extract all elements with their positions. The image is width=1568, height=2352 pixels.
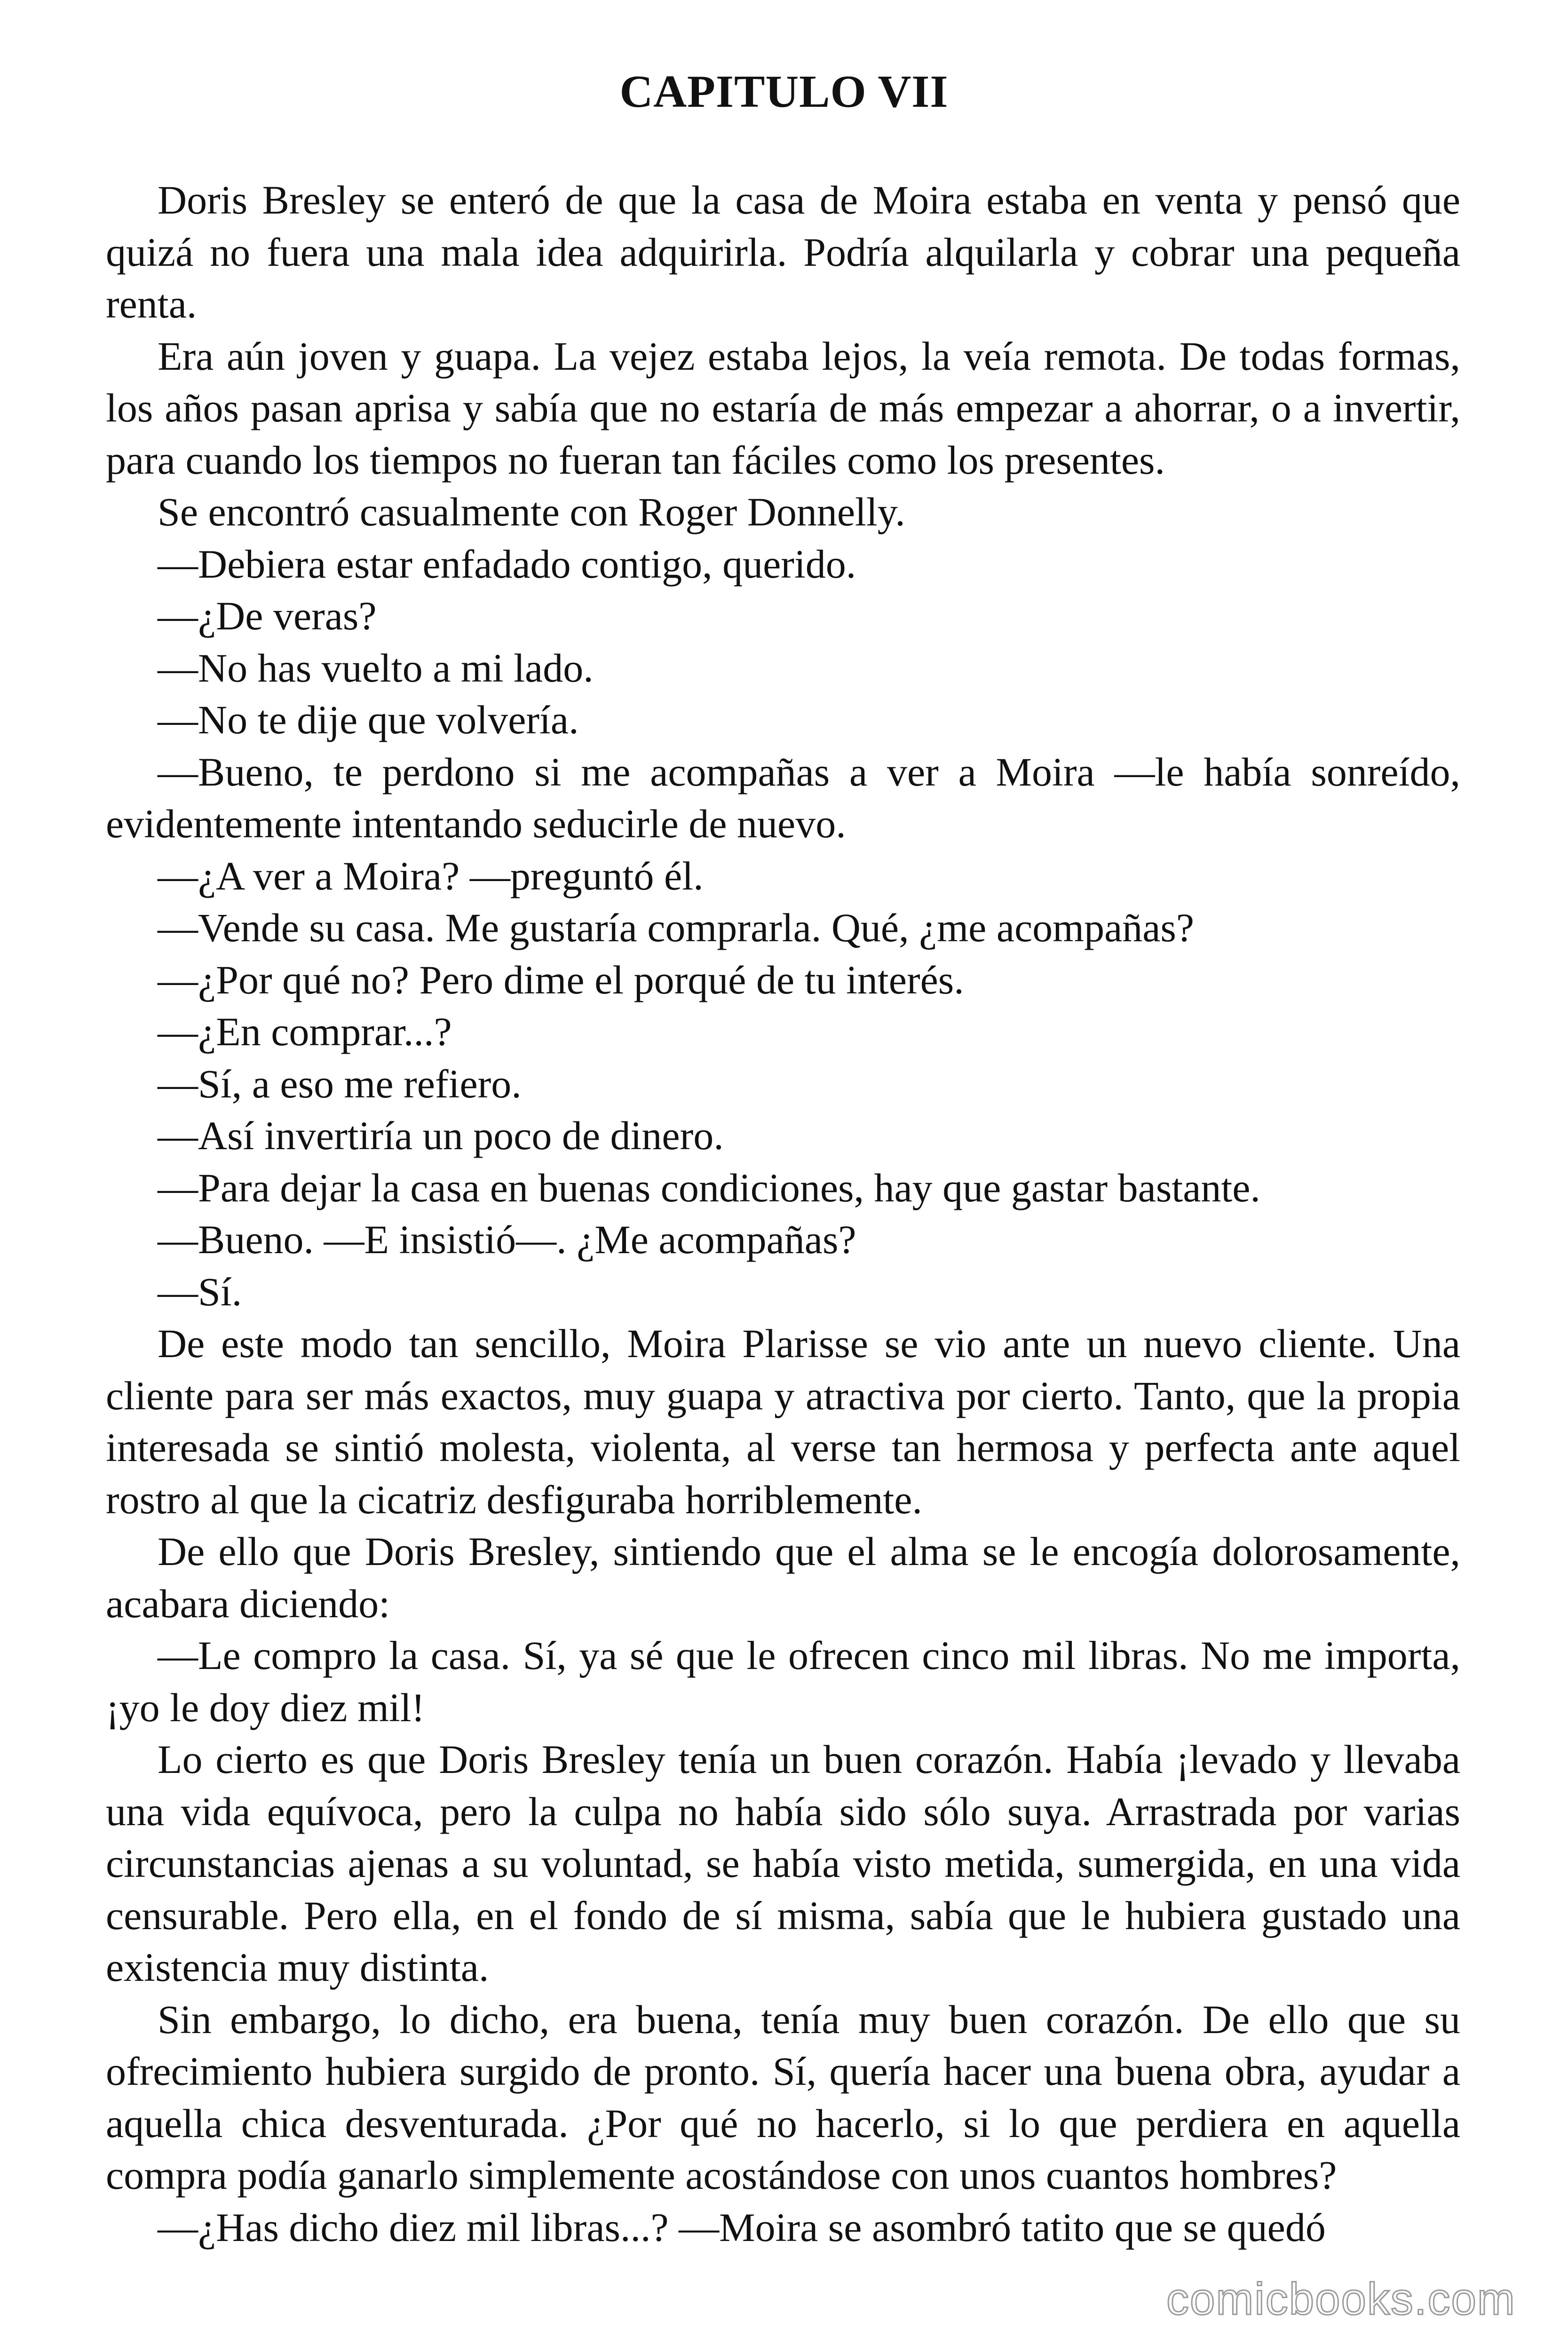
watermark-text: comicbooks.com	[1166, 2274, 1516, 2324]
paragraph: De ello que Doris Bresley, sintiendo que el alma se le encogía dolorosamente, acabara diciendo:	[106, 1529, 1460, 1626]
paragraph: Se encontró casualmente con Roger Donnelly.	[158, 489, 905, 534]
dialogue-line: —No has vuelto a mi lado.	[158, 645, 594, 691]
paragraph: Sin embargo, lo dicho, era buena, tenía muy buen corazón. De ello que su ofrecimiento hubiera surgido de pronto. Sí, quería hacer una buena obra, ayudar a aquella chica desventurada. ¿Por qué no hacerlo, si lo que perdiera en aquella compra podía ganarlo simplemente acostándose con unos cuantos hombres?	[106, 1996, 1460, 2198]
dialogue-line: —Sí.	[158, 1269, 242, 1314]
paragraph: Doris Bresley se enteró de que la casa de Moira estaba en venta y pensó que quizá no fuera una mala idea adquirirla. Podría alquilarla y cobrar una pequeña renta.	[106, 177, 1460, 326]
dialogue-line: —¿A ver a Moira? —preguntó él.	[158, 853, 704, 898]
dialogue-line: —Sí, a eso me refiero.	[158, 1061, 522, 1106]
dialogue-line: —Bueno. —E insistió—. ¿Me acompañas?	[158, 1217, 856, 1262]
dialogue-line: —¿Has dicho diez mil libras...? —Moira se asombró tatito que se quedó	[158, 2204, 1326, 2250]
dialogue-line: —Le compro la casa. Sí, ya sé que le ofrecen cinco mil libras. No me importa, ¡yo le doy diez mil!	[106, 1633, 1460, 1730]
dialogue-line: —¿De veras?	[158, 593, 377, 638]
chapter-title: CAPITULO VII	[619, 66, 949, 117]
dialogue-line: —Así invertiría un poco de dinero.	[158, 1113, 724, 1158]
chapter-body	[106, 174, 1460, 2253]
dialogue-line: —Para dejar la casa en buenas condiciones, hay que gastar bastante.	[158, 1165, 1260, 1210]
dialogue-line: —Debiera estar enfadado contigo, querido.	[158, 541, 856, 587]
paragraph: Era aún joven y guapa. La vejez estaba lejos, la veía remota. De todas formas, los años pasan aprisa y sabía que no estaría de más empezar a ahorrar, o a invertir, para cuando los tiempos no fueran tan fáciles como los presentes.	[106, 333, 1460, 483]
paragraph: Lo cierto es que Doris Bresley tenía un buen corazón. Había ¡levado y llevaba una vida equívoca, pero la culpa no había sido sólo suya. Arrastrada por varias circunstancias ajenas a su voluntad, se había visto metida, sumergida, en una vida censurable. Pero ella, en el fondo de sí misma, sabía que le hubiera gustado una existencia muy distinta.	[106, 1737, 1460, 1990]
dialogue-line: —No te dije que volvería.	[158, 697, 579, 742]
watermark	[1164, 2265, 1564, 2331]
dialogue-line: —Vende su casa. Me gustaría comprarla. Qué, ¿me acompañas?	[158, 905, 1195, 950]
dialogue-line: —¿Por qué no? Pero dime el porqué de tu interés.	[158, 957, 964, 1002]
paragraph: De este modo tan sencillo, Moira Plarisse se vio ante un nuevo cliente. Una cliente para ser más exactos, muy guapa y atractiva por cierto. Tanto, que la propia interesada se sintió molesta, violenta, al verse tan hermosa y perfecta ante aquel rostro al que la cicatriz desfiguraba horriblemente.	[106, 1321, 1460, 1522]
dialogue-line: —¿En comprar...?	[158, 1009, 452, 1054]
dialogue-line: —Bueno, te perdono si me acompañas a ver a Moira —le había sonreído, evidentemente intentando seducirle de nuevo.	[106, 749, 1460, 846]
